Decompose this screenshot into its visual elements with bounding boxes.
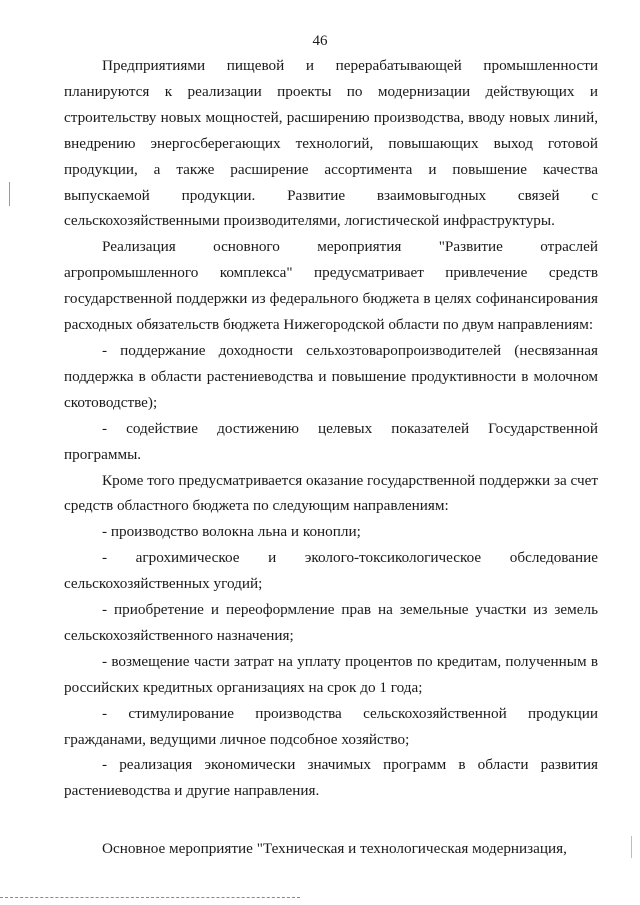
section-gap (64, 804, 598, 836)
list-item-land-rights: - приобретение и переоформление прав на земельные участки из земель сельскохозяйственного назначения; (64, 601, 598, 644)
list-item-interest-compensation: - возмещение части затрат на уплату процентов по кредитам, полученным в российских кредитных организациях на срок до 1 года; (64, 652, 598, 696)
scan-margin-mark (9, 182, 10, 206)
scan-margin-mark (631, 836, 632, 858)
scan-edge-artifact (0, 897, 300, 900)
document-body (64, 53, 598, 862)
list-item-agrochemical-survey: - агрохимическое и эколого-токсикологическое обследование сельскохозяйственных угодий; (64, 549, 598, 593)
list-item-crop-programs: - реализация экономически значимых программ в области развития растениеводства и другие направления. (64, 756, 598, 800)
paragraph-food-industry: Предприятиями пищевой и перерабатывающей промышленности планируются к реализации проекты по модернизации действующих и строительству новых мощностей, расширению производства, вводу новых линий, внедрению энергосберегающих технологий, повышающих выход готовой продукции, а также расширение ассортимента и повышение качества выпускаемой продукции. Развитие взаимовыгодных связей с сельскохозяйственными производителями, логистической инфраструктуры. (64, 57, 598, 230)
list-item-target-indicators: - содействие достижению целевых показателей Государственной программы. (64, 419, 598, 463)
paragraph-modernization-heading: Основное мероприятие "Техническая и технологическая модернизация, (102, 840, 567, 858)
page-number: 46 (312, 33, 328, 49)
list-item-profitability: - поддержание доходности сельхозтоваропроизводителей (несвязанная поддержка в области растениеводства и повышение продуктивности в молочном скотоводстве); (64, 341, 598, 411)
paragraph-main-measure: Реализация основного мероприятия "Развитие отраслей агропромышленного комплекса" предусматривает привлечение средств государственной поддержки из федерального бюджета в целях софинансирования расходных обязательств бюджета Нижегородской области по двум направлениям: (64, 238, 598, 334)
list-item-flax-hemp: - производство волокна льна и конопли; (102, 523, 361, 541)
list-item-household-production: - стимулирование производства сельскохозяйственной продукции гражданами, ведущими личное подсобное хозяйство; (64, 704, 598, 748)
paragraph-regional-support: Кроме того предусматривается оказание государственной поддержки за счет средств областного бюджета по следующим направлениям: (64, 471, 598, 515)
